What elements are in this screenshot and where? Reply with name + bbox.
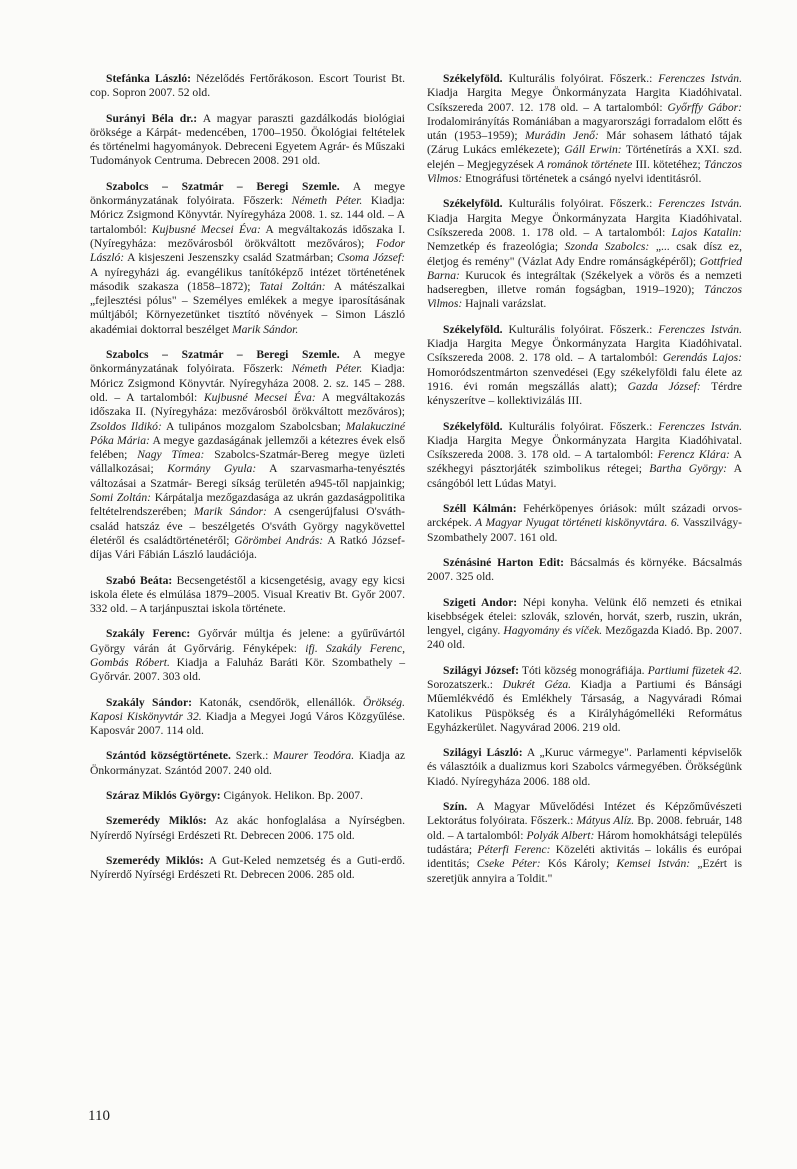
entry-author: Szemerédy Miklós: [106,853,204,867]
italic-reference: Maurer Teodóra. [273,749,355,763]
entry-author: Székelyföld. [443,72,503,85]
entry-text: Kiadja a Faluház Baráti Kör. Szombathely – Győrvár. 2007. 303 old. [90,655,405,684]
entry-text: Kurucok és integráltak (Székelyek a vörös és a nemzeti hadseregben, illetve román fogságban, 1919–1920); [427,268,742,297]
entry-text: Kiadja az Önkormányzat. Szántód 2007. 240 old. [90,749,406,777]
bibliography-entry [90,749,405,778]
entry-author: Száraz Miklós György: [106,789,221,803]
italic-reference: Ferenczes István. [658,72,743,85]
entry-text: Becsengetéstől a kicsengetésig, avagy egy kicsi iskola élete és elmúlása 1879–2005. Visual Kreativ Bt. Győr 2007. 332 old. – A tarjánpusztai iskola története. [90,573,405,616]
italic-reference: Zsoldos Ildikó: [90,419,162,433]
entry-author: Szénásiné Harton Edit: [443,555,565,569]
entry-text: Kiadja Hargita Megye Önkormányzata Hargita Kiadóhivatal. Csíkszereda 2008. 3. 178 old. – A tartalomból: [427,433,742,462]
right-column [427,72,742,897]
italic-reference: ifj. Szakály Ferenc, Gombás Róbert. [90,641,405,669]
entry-text: Kulturális folyóirat. Főszerk.: [502,72,659,85]
bibliography-entry [90,854,405,883]
bibliography-entry [90,789,405,803]
bibliography-entry [427,502,742,545]
entry-text: Kulturális folyóirat. Főszerk.: [502,322,659,336]
entry-text: Kós Károly; [540,857,617,871]
entry-text: A megváltakozás időszaka II. (Nyíregyháza: mezővárosból örökváltott mezőváros); [90,390,406,419]
italic-reference: Fodor László: [90,236,405,265]
page-number: 110 [88,1108,110,1124]
entry-text: Etnográfusi történetek a csángó nyelvi identitásról. [462,172,702,186]
entry-text: Kiadja a Partiumi és Bánsági Műemlékvédő és Emlékhely Társaság, a Nagyváradi Római Katolikus Püspökség és a Királyhágómelléki Református Egyházkerület. Nagyvárad 2006. 219 old. [427,677,742,734]
bibliography-entry [427,664,742,735]
bibliography-entry [90,627,405,684]
entry-author: Szilágyi József: [443,663,519,677]
entry-text: Az akác honfoglalása a Nyírségben. Nyírerdő Nyírségi Erdészeti Rt. Debrecen 2006. 175 old. [90,814,405,842]
entry-author: Szakály Ferenc: [106,627,191,641]
italic-reference: Győrffy Gábor: [667,100,742,114]
entry-text: A megye önkormányzatának folyóirata. Főszerk: [90,179,405,208]
italic-reference: Péterfi Ferenc: [477,842,551,856]
bibliography-entry [90,112,405,169]
italic-reference: Csoma József: [337,251,406,265]
entry-text: A Ratkó József-díjas Vári Fábián László laudációja. [90,533,405,562]
italic-reference: Gazda József: [627,379,701,393]
entry-author: Szántód községtörténete. [106,749,231,763]
entry-author: Szigeti Andor: [443,595,518,609]
entry-author: Széll Kálmán: [443,502,517,516]
italic-reference: Ferenczes István. [658,197,743,211]
entry-author: Székelyföld. [443,419,503,433]
entry-text: III. kötetéhez; [632,157,704,171]
italic-reference: Tánczos Vilmos: [427,283,742,311]
entry-text: Nézelődés Fertőrákoson. Escort Tourist Bt. cop. Sopron 2007. 52 old. [90,72,405,100]
italic-reference: Polyák Albert: [526,828,595,842]
italic-reference: Bartha György: [649,462,727,476]
entry-text: Térdre kényszerítve – kollektivizálás III. [427,379,742,408]
bibliography-entry [427,72,742,186]
italic-reference: Kujbusné Mecsei Éva: [151,222,261,236]
left-column [90,72,405,894]
entry-text: Szerk.: [230,749,274,763]
entry-text: Sorozatszerk.: [427,677,503,691]
entry-text: A csángóból lett Lúdas Matyi. [427,462,742,490]
entry-text: A mátészalkai „fejlesztési pólus" – Személyes emlékek a megye iparosításának múltjából; Környezetünket tisztító növények – Simon László akadémiai doktorral beszélget [90,279,405,336]
bibliography-entry [427,197,742,311]
italic-reference: Gáll Erwin: [564,143,622,157]
italic-reference: Mátyus Alíz. [576,814,635,828]
italic-reference: Ferencz Klára: [657,448,730,462]
entry-text: Három homokhátsági település tudástára; [427,828,742,856]
entry-text: Kiadja: Móricz Zsigmond Könyvtár. Nyíregyháza 2008. 1. sz. 144 old. – A tartalomból: [90,194,405,236]
italic-reference: Malakucziné Póka Mária: [90,419,405,447]
entry-text: Nemzetkép és frazeológia; [427,240,565,254]
entry-text: A megye önkormányzatának folyóirata. Főszerk: [90,348,405,376]
italic-reference: Hagyomány és víček. [503,624,603,638]
entry-text: Közeléti aktivitás – lokális és európai identitás; [427,842,743,871]
entry-text: Irodalomirányítás Romániában a magyarországi forradalom előtt és után (1953–1959); [427,114,742,143]
entry-text: Tóti község monográfiája. [518,663,648,677]
italic-reference: Kormány Gyula: [167,462,257,476]
entry-text: Kulturális folyóirat. Főszerk.: [502,419,659,433]
italic-reference: A románok története [537,157,633,171]
entry-text: Kulturális folyóirat. Főszerk.: [502,197,659,211]
italic-reference: A Magyar Nyugat történeti kiskönyvtára. 6. [475,516,680,530]
bibliography-entry [427,556,742,585]
italic-reference: Szonda Szabolcs: [564,240,650,254]
italic-reference: Lajos Katalin: [671,225,742,239]
entry-text: A szarvasmarha-tenyésztés változásai a Szatmár- Beregi síkság területén a945-től napjainkig; [90,462,405,490]
entry-author: Surányi Béla dr.: [106,111,198,125]
entry-text: Kárpátalja mezőgazdasága az ukrán gazdaságpolitika feltételrendszerében; [90,491,405,519]
entry-text: A Magyar Művelődési Intézet és Képzőművészeti Lektorátus folyóirata. Főszerk.: [427,800,742,828]
entry-author: Székelyföld. [443,197,503,211]
italic-reference: Partiumi füzetek 42. [647,663,742,677]
bibliography-entry [427,596,742,653]
entry-text: A nyíregyházi ág. evangélikus tanítóképző intézet történetének második szakasza (1858–1872); [90,265,405,293]
entry-text: A csengerújfalusi O'sváth-család hatszáz éve – beszélgetés O'sváth György nagykövettel életéről és családtörténetéről; [90,505,405,547]
italic-reference: Kemsei István: [616,857,691,871]
italic-reference: Marik Sándor: [193,505,267,519]
entry-text: Népi konyha. Velünk élő nemzeti és etnikai kisebbségek ételei: szlovák, szlovén, horvát, szerb, ruszin, ukrán, lengyel, cigány. [427,595,742,638]
entry-text: Mezőgazda Kiadó. Bp. 2007. 240 old. [427,624,742,652]
bibliography-entry [427,800,742,886]
entry-author: Székelyföld. [443,322,503,336]
entry-text: A megváltakozás időszaka I. (Nyíregyháza: mezővárosból örökváltott mezőváros); [90,222,405,250]
italic-reference: Ferenczes István. [658,322,743,336]
entry-author: Szemerédy Miklós: [106,814,207,828]
entry-author: Szabolcs – Szatmár – Beregi Szemle. [106,348,340,362]
entry-author: Szabó Beáta: [106,573,173,587]
entry-author: Stefánka László: [106,72,192,85]
entry-text: Homoródszentmárton szenvedései (Egy székelyföldi falu élete az 1916. évi román megszállás alatt); [427,365,742,393]
entry-text: Kiadja: Móricz Zsigmond Könyvtár. Nyíregyháza 2008. 2. sz. 145 – 288. old. – A tartalomból: [90,362,405,404]
italic-reference: Marik Sándor. [231,322,299,336]
italic-reference: Somi Zoltán: [90,491,152,505]
entry-text: A Gut-Keled nemzetség és a Guti-erdő. Nyírerdő Nyírségi Erdészeti Rt. Debrecen 2006. 285 old. [90,853,405,882]
bibliography-entry [90,348,405,562]
italic-reference: Gerendás Lajos: [662,351,742,365]
entry-author: Szín. [443,800,468,814]
italic-reference: Tánczos Vilmos: [427,157,742,186]
entry-text: A tulipános mozgalom Szabolcsban; [161,419,346,433]
italic-reference: Görömbei András: [234,533,324,547]
bibliography-entry [90,574,405,617]
bibliography-entry [427,323,742,409]
italic-reference: Dukrét Géza. [502,677,572,691]
entry-author: Szilágyi László: [443,746,523,760]
italic-reference: Németh Péter. [291,194,363,208]
italic-reference: Gottfried Barna: [427,254,742,282]
italic-reference: Nagy Tímea: [137,448,205,462]
bibliography-entry [427,420,742,491]
entry-text: Kiadja Hargita Megye Önkormányzata Hargita Kiadóhivatal. Csíkszereda 2008. 1. 178 old. – A tartalomból: [427,211,742,239]
entry-text: Cigányok. Helikon. Bp. 2007. [220,789,363,803]
bibliography-entry [427,746,742,789]
entry-text: Szabolcs-Szatmár-Bereg megye üzleti vállalkozásai; [90,448,405,476]
entry-text: A „Kuruc vármegye". Parlamenti képviselők és választóik a dualizmus kori Szabolcs vármegyében. Örökségünk Kiadó. Nyíregyháza 2006. 188 old. [427,746,742,788]
entry-text: „... csak dísz ez, életjog és remény" (Vázlat Ady Endre románságképéről); [427,240,742,268]
entry-author: Szakály Sándor: [106,695,192,709]
italic-reference: Tatai Zoltán: [259,279,326,293]
entry-text: Győrvár múltja és jelene: a gyűrűvártól György várán át Győrvárig. Fényképek: [90,627,405,655]
entry-text: Bácsalmás és környéke. Bácsalmás 2007. 325 old. [427,555,742,584]
italic-reference: Kujbusné Mecsei Éva: [203,390,316,404]
bibliography-entry [90,180,405,337]
entry-text: Katonák, csendőrök, ellenállók. [191,695,363,709]
entry-text: A kisjeszeni Jeszenszky család Szatmárban; [124,251,337,265]
entry-text: A magyar paraszti gazdálkodás biológiai öröksége a Kárpát- medencében, 1700–1950. Ökológiai feltételek és történelmi hagyományok. Debreceni Egyetem Agrár- és Műszaki Tudományok Centruma. Debrecen 2008. 291 old. [90,111,405,168]
italic-reference: Murádin Jenő: [525,129,599,143]
entry-text: Hajnali varázslat. [462,297,547,311]
entry-text: Már sohasem látható tájak (Zárug Lukács emlékezete); [427,129,742,157]
entry-text: Kiadja Hargita Megye Önkormányzata Hargita Kiadóhivatal. Csíkszereda 2008. 2. 178 old. – A tartalomból: [427,337,742,365]
entry-text: Fehérköpenyes óriások: múlt századi orvos-arcképek. [427,502,742,530]
italic-reference: Ferenczes István. [658,419,743,433]
entry-text: Bp. 2008. február, 148 old. – A tartalomból: [427,814,742,842]
italic-reference: Németh Péter. [291,362,363,376]
bibliography-entry [90,696,405,739]
entry-author: Szabolcs – Szatmár – Beregi Szemle. [106,179,340,193]
bibliography-entry [90,72,405,101]
entry-text: „Ezért is szeretjük annyira a Toldit." [427,857,742,885]
entry-text: Kiadja a Megyei Jogú Város Közgyűlése. Kaposvár 2007. 114 old. [90,709,405,738]
entry-text: A megye gazdaságának jellemzői a kétezres évek első felében; [90,433,405,462]
entry-text: A székhegyi pásztorjáték szimbolikus rétegei; [427,448,742,476]
italic-reference: Cseke Péter: [476,857,541,871]
bibliography-entry [90,814,405,843]
entry-text: Vasszilvágy-Szombathely 2007. 161 old. [427,516,742,544]
entry-text: Történetírás a XXI. szd. elején – Megjegyzések [427,143,743,171]
entry-text: Kiadja Hargita Megye Önkormányzata Hargita Kiadóhivatal. Csíkszereda 2007. 12. 178 old. – A tartalomból: [427,86,742,114]
italic-reference: Örökség. Kaposi Kiskönyvtár 32. [90,695,405,723]
